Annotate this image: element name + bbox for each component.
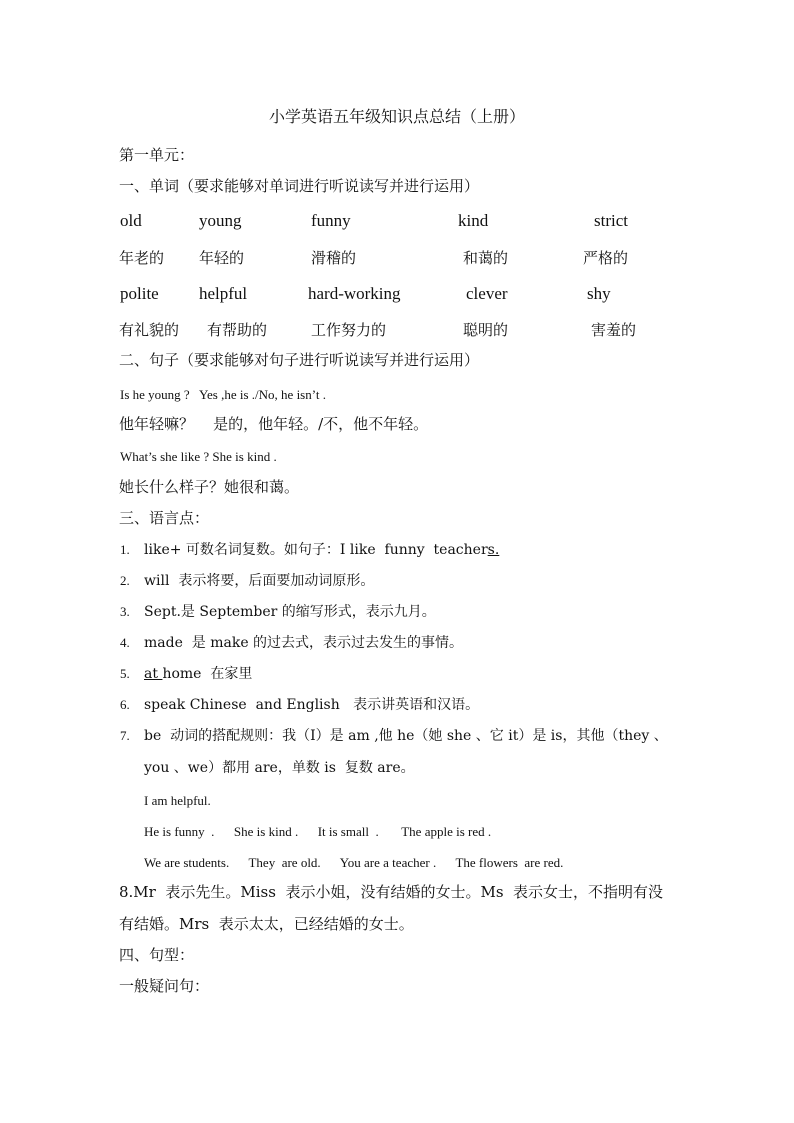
list-number: 5. (120, 666, 130, 681)
list-number: 1. (120, 542, 130, 557)
list-item-continuation: 有结婚。Mrs 表示太太，已经结婚的女士。 (119, 915, 414, 933)
vocab-word: clever (466, 284, 508, 303)
vocab-meaning: 害羞的 (591, 321, 637, 339)
vocab-word: kind (458, 211, 489, 230)
list-item: speak Chinese and English 表示讲英语和汉语。 (144, 697, 480, 713)
list-number: 7. (120, 728, 130, 743)
example-sentence: We are students. They are old. You are a teacher . The flowers are red. (144, 855, 564, 870)
underlined-suffix: s. (487, 542, 500, 558)
list-item: made 是 make 的过去式，表示过去发生的事情。 (144, 635, 464, 651)
list-item: Sept.是 September 的缩写形式，表示九月。 (144, 604, 436, 620)
list-item: 8.Mr 表示先生。Miss 表示小姐，没有结婚的女士。Ms 表示女士，不指明有没 (119, 883, 664, 901)
vocab-word: old (120, 211, 142, 230)
list-item: be 动词的搭配规则：我（I）是 am ,他 he（她 she 、它 it）是 is，其他（they 、 (144, 728, 668, 744)
vocab-meaning: 有帮助的 (207, 321, 268, 339)
vocab-meaning: 年老的 (119, 249, 165, 267)
list-item (144, 664, 252, 684)
unit-heading: 第一单元： (119, 146, 195, 164)
vocab-meaning: 聪明的 (463, 321, 509, 339)
vocab-row-chinese-2 (0, 319, 794, 343)
vocab-meaning: 和蔼的 (463, 249, 509, 267)
list-item-continuation: you 、we）都用 are，单数 is 复数 are。 (144, 760, 415, 776)
list-item (144, 540, 499, 560)
vocab-word: hard-working (308, 284, 401, 303)
section-heading-language-points: 三、语言点： (119, 509, 210, 527)
vocab-word: funny (311, 211, 351, 230)
list-number: 3. (120, 604, 130, 619)
vocab-word: young (199, 211, 242, 230)
example-sentence-english: Is he young ? Yes ,he is ./No, he isn’t . (120, 387, 326, 402)
page-title: 小学英语五年级知识点总结（上册） (268, 107, 525, 126)
list-item: will 表示将要，后面要加动词原形。 (144, 573, 375, 589)
vocab-row-chinese-1 (0, 247, 794, 271)
example-sentence-chinese: 她长什么样子？她很和蔼。 (119, 478, 300, 496)
underlined-word: at (144, 666, 163, 682)
example-sentence-english: What’s she like ? She is kind . (120, 449, 277, 464)
section-heading-sentences: 二、句子（要求能够对句子进行听说读写并进行运用） (119, 351, 480, 369)
list-number: 6. (120, 697, 130, 712)
vocab-word: shy (587, 284, 611, 303)
list-number: 4. (120, 635, 130, 650)
list-number: 2. (120, 573, 130, 588)
section-heading-vocab: 一、单词（要求能够对单词进行听说读写并进行运用） (119, 177, 480, 195)
vocab-meaning: 有礼貌的 (119, 321, 180, 339)
subsection-heading: 一般疑问句： (119, 977, 210, 995)
section-heading-sentence-patterns: 四、句型： (119, 946, 195, 964)
vocab-row-english-2 (0, 284, 794, 308)
vocab-word: strict (594, 211, 628, 230)
list-item-text: like+ 可数名词复数。如句子：I like funny teacher (144, 542, 488, 558)
list-item-text: home 在家里 (162, 666, 253, 682)
example-sentence: He is funny . She is kind . It is small . The apple is red . (144, 824, 492, 839)
vocab-meaning: 严格的 (583, 249, 629, 267)
vocab-row-english-1 (0, 211, 794, 235)
vocab-meaning: 年轻的 (199, 249, 245, 267)
vocab-word: helpful (199, 284, 248, 303)
example-sentence-chinese: 他年轻嘛？ 是的，他年轻。/不，他不年轻。 (119, 415, 429, 433)
example-sentence: I am helpful. (144, 793, 211, 808)
vocab-meaning: 工作努力的 (311, 321, 387, 339)
vocab-meaning: 滑稽的 (311, 249, 357, 267)
vocab-word: polite (120, 284, 159, 303)
